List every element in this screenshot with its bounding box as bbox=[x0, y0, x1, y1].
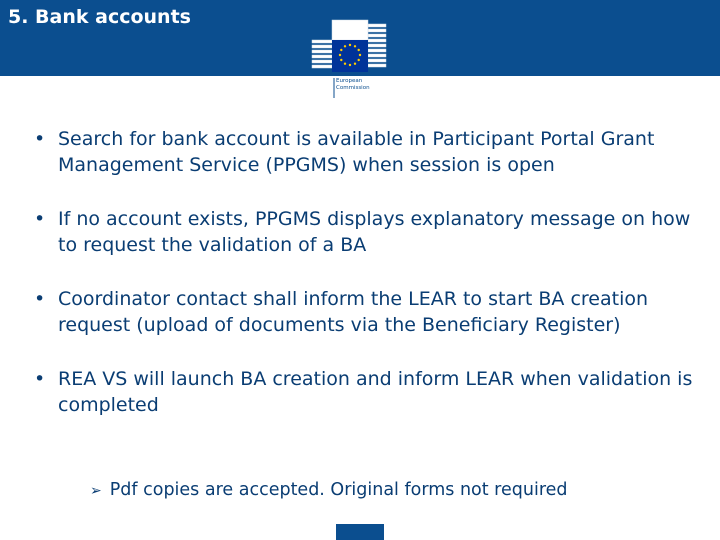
bullet-dot-icon: • bbox=[34, 288, 46, 310]
bullet-dot-icon: • bbox=[34, 368, 46, 390]
bullet-text: REA VS will launch BA creation and inform LEAR when validation is completed bbox=[58, 368, 693, 416]
footer-block bbox=[336, 524, 384, 540]
bullet-item bbox=[30, 206, 710, 258]
sub-bullet-text: Pdf copies are accepted. Original forms not required bbox=[109, 480, 568, 500]
bullet-item bbox=[30, 366, 710, 418]
bullet-text: Coordinator contact shall inform the LEAR to start BA creation request (upload of documents via the Beneficiary Register) bbox=[58, 288, 649, 336]
sub-bullet bbox=[90, 478, 568, 503]
bullet-text: Search for bank account is available in Participant Portal Grant Management Service (PPGMS) when session is open bbox=[58, 128, 655, 176]
bullet-dot-icon: • bbox=[34, 208, 46, 230]
slide-title: 5. Bank accounts bbox=[8, 6, 191, 28]
bullet-list bbox=[30, 126, 710, 446]
logo-caption-line2: Commission bbox=[336, 85, 370, 91]
bullet-text: If no account exists, PPGMS displays explanatory message on how to request the validation of a BA bbox=[58, 208, 691, 256]
bullet-item bbox=[30, 286, 710, 338]
logo-caption bbox=[336, 78, 386, 92]
logo-caption-line1: European bbox=[336, 78, 363, 84]
bullet-item bbox=[30, 126, 710, 178]
arrow-bullet-icon: ➢ bbox=[90, 483, 102, 499]
bullet-dot-icon: • bbox=[34, 128, 46, 150]
